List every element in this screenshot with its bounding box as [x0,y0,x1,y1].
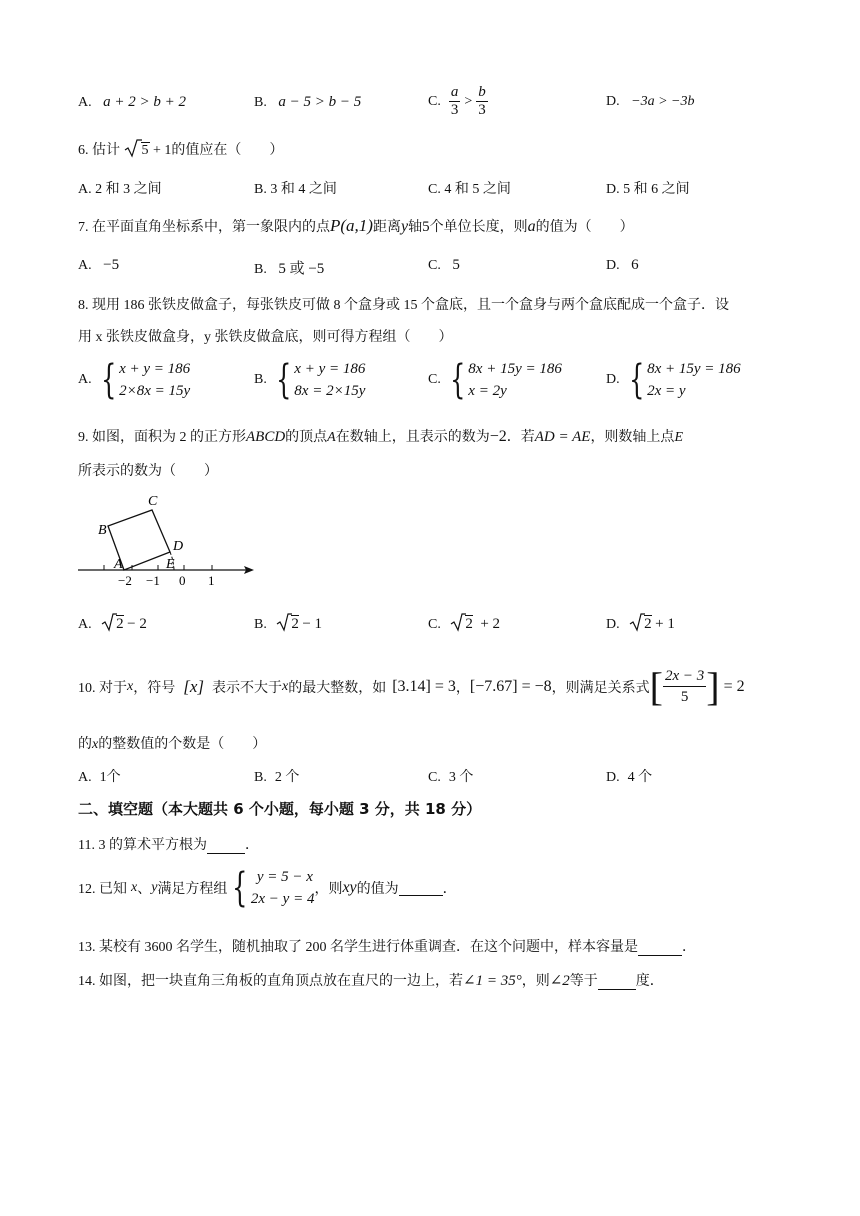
q8-stem-line1: 8. 现用 186 张铁皮做盒子，每张铁皮可做 8 个盒身或 15 个盒底，且一个盒身与两个盒底配成一个盒子．设 [78,298,729,313]
left-brace-icon: { [100,357,116,403]
q10-option-a[interactable]: A. 1个 [78,770,121,785]
sqrt-sign-icon [276,612,292,632]
q12-stem: 12. 已知 x 、 y 满足方程组 { y = 5 − x 2x − y = 4 ，则 xy 的值为 ． [78,865,457,911]
left-brace-icon: { [628,357,644,403]
q5-option-c[interactable]: C. $\frac{a}{3}$ > $\frac{b}{3}$ [428,84,486,118]
floor-bracket-x: [x] [183,676,204,696]
left-brace-icon: { [449,357,466,403]
left-brace-icon: { [275,357,292,403]
q10-stem-line1: 10. 对于 x ，符号 [x] 表示不大于 x 的最大整数，如 [3.14] = 3 ， [−7.67] = −8 ，则满足关系式 [ $\frac{2x - 3}{5}$ ] = 2 [78,663,745,709]
q9-option-b[interactable]: B. 2 − 1 [254,612,322,633]
answer-blank[interactable] [638,941,682,956]
tick-label: 1 [208,573,215,588]
equation-system: { 8x + 15y = 186 2x = y [628,357,741,403]
q6-option-c[interactable]: C. 4 和 5 之间 [428,182,511,197]
fraction-a-over-3: $\frac{a}{3}$ [450,84,459,118]
q7-option-d[interactable]: D. 6 [606,257,639,273]
q8-stem-line2: 用 x 张铁皮做盒身，y 张铁皮做盒底，则可得方程组（ ） [78,330,453,345]
q10-option-d[interactable]: D. 4 个 [606,770,653,785]
q9-figure [74,490,264,590]
q14-stem: 14. 如图，把一块直角三角板的直角顶点放在直尺的一边上，若∠1 = 35°，则∠2等于 度． [78,973,664,989]
fraction-b-over-3: $\frac{b}{3}$ [478,84,486,118]
q6-stem: 6. 估计 5 + 1的值应在（ ） [78,138,283,159]
q11-stem: 11. 3 的算术平方根为 ． [78,838,259,853]
q8-option-a[interactable]: A. { x + y = 186 2×8x = 15y [78,357,191,403]
q5-option-b[interactable]: B. a − 5 > b − 5 [254,94,362,110]
q13-stem: 13. 某校有 3600 名学生，随机抽取了 200 名学生进行体重调查．在这个问题中，样本容量是 ． [78,940,696,955]
answer-blank[interactable] [598,975,636,990]
q6-option-a[interactable]: A. 2 和 3 之间 [78,182,162,197]
answer-blank[interactable] [399,881,443,896]
right-bracket-icon: ] [706,663,720,709]
label-a: A [114,557,123,572]
q5-option-d[interactable]: D. −3a > −3b [606,94,695,109]
section-heading: 二、填空题（本大题共 6 个小题，每小题 3 分，共 18 分） [78,800,482,818]
q6-option-d[interactable]: D. 5 和 6 之间 [606,182,690,197]
equation-system: { x + y = 186 2×8x = 15y [100,357,191,403]
label-e: E [166,557,175,572]
floor-fraction: [ $\frac{2x - 3}{5}$ ] [649,663,720,709]
q8-option-b[interactable]: B. { x + y = 186 8x = 2×15y [254,357,366,403]
q8-option-c[interactable]: C. { 8x + 15y = 186 x = 2y [428,357,562,403]
label-d: D [173,539,184,554]
tick-label: −2 [118,573,132,588]
sqrt-sign-icon [124,138,142,158]
answer-blank[interactable] [207,839,245,854]
q10-option-b[interactable]: B. 2 个 [254,770,300,785]
q7-option-b[interactable]: B. 5 或 −5 [254,261,325,277]
label-b: B [98,523,107,538]
equation-system: { 8x + 15y = 186 x = 2y [449,357,562,403]
tick-label: −1 [146,573,160,588]
q8-option-d[interactable]: D. { 8x + 15y = 186 2x = y [606,357,741,403]
label-c: C [148,494,158,509]
q10-stem-line2: 的x的整数值的个数是（ ） [78,737,267,752]
q6-option-b[interactable]: B. 3 和 4 之间 [254,182,337,197]
q7-option-a[interactable]: A. −5 [78,257,120,273]
sqrt-sign-icon [101,612,117,632]
q9-option-c[interactable]: C. 2 + 2 [428,612,500,633]
sqrt-sign-icon [629,612,645,632]
q9-option-d[interactable]: D. 2 + 1 [606,612,675,633]
q9-stem-line1: 9. 如图，面积为 2 的正方形ABCD的顶点A在数轴上，且表示的数为−2．若AD = AE，则数轴上点E [78,428,683,445]
sqrt-sign-icon [450,612,466,632]
q7-stem: 7. 在平面直角坐标系中，第一象限内的点P(a,1)距离y轴5个单位长度，则a的值为（ ） [78,216,634,235]
q10-option-c[interactable]: C. 3 个 [428,770,474,785]
q7-option-c[interactable]: C. 5 [428,257,460,273]
left-brace-icon: { [232,865,248,911]
q5-option-a[interactable]: A. a + 2 > b + 2 [78,94,186,110]
left-bracket-icon: [ [649,663,663,709]
equation-system: { y = 5 − x 2x − y = 4 [232,865,315,911]
equation-system: { x + y = 186 8x = 2×15y [275,357,366,403]
tick-label: 0 [179,573,186,588]
q9-option-a[interactable]: A. 2 − 2 [78,612,147,633]
q9-stem-line2: 所表示的数为（ ） [78,464,218,479]
